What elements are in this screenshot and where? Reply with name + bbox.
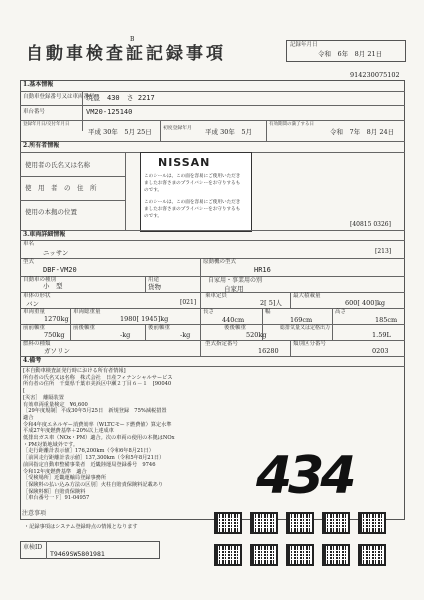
serial-label: 車検ID — [23, 544, 43, 551]
remark-line: ［保険料額］自賠責保険料 — [23, 488, 86, 495]
remark-line: 所有者の氏名又は名称 株式会社 日産フィナンシャルサービス — [23, 374, 173, 381]
width-value: 169cm — [290, 316, 313, 324]
rear-value: 520kg — [246, 331, 267, 339]
max-load-label: 最大積載量 — [293, 293, 321, 299]
chassis-value: VM20-125140 — [86, 108, 133, 116]
displacement-label: 総排気量又は定格出力 — [280, 325, 331, 331]
remark-line: 前回指定自動車整備事業者 近畿陸運局登録番号 9746 — [23, 461, 156, 468]
weight-label: 車両重量 — [23, 309, 46, 315]
qr-code-1 — [214, 512, 242, 534]
remark-line: ［車台番号一ド］91-04957 — [23, 495, 90, 502]
fr-axle-value: -kg — [120, 331, 131, 339]
rear-front-value: -kg — [180, 331, 191, 339]
height-label: 高さ — [335, 309, 347, 315]
qr-code-7 — [250, 544, 278, 566]
qr-code-5 — [358, 512, 386, 534]
capacity-label: 乗車定員 — [205, 293, 228, 299]
reg-value: 筑豊 430 さ 2217 — [86, 94, 155, 102]
remark-line: 令和12年度燃費基準 適合 — [23, 468, 87, 475]
fuel-value: ガソリン — [44, 347, 70, 355]
issue-date-value: 令和 6年 8月 21日 — [318, 50, 383, 58]
expiry-label: 有効期間の満了する日 — [269, 122, 314, 127]
privacy-note-2: このシールは、この面を容易にご使用いただきましたお客さまのプライバシーをお守りするものです。 — [144, 200, 241, 219]
reg-label: 自動車登録番号又は車両番号 — [23, 94, 95, 100]
notice-label: 注意事項 — [22, 510, 47, 517]
doc-number: 914230075102 — [350, 71, 400, 79]
user-name-label: 使用者の氏名又は名称 — [25, 161, 90, 169]
notice-text: ・記録事項はシステム登録時点の情報となります — [24, 524, 138, 530]
height-value: 185cm — [375, 316, 398, 324]
front-axle-value: 750kg — [44, 331, 65, 339]
remark-line: 適合 — [23, 414, 34, 421]
class-value: 小 型 — [43, 282, 63, 290]
gross-label: 車両総重量 — [73, 309, 101, 315]
remark-line: ［29年度規制］平成30年5月25日 新規登録 75%減税措置 — [23, 408, 167, 415]
purpose-value: 自家用 — [224, 285, 244, 293]
remark-line: 低排出ガス車（NOx・PM）適合。次の車両の使用の本拠はNOx — [23, 435, 175, 441]
issue-date-label: 記録年月日 — [290, 42, 318, 48]
rear-label: 後後軸重 — [224, 325, 247, 331]
first-reg-label: 登録年月日/交付年月日 — [23, 122, 70, 127]
qr-code-4 — [322, 512, 350, 534]
serial-value: T9469SW5801981 — [50, 550, 105, 558]
type-no-label: 型式指定番号 — [205, 341, 239, 347]
privacy-note-1: このシールは、この面を容易にご使用いただきましたお客さまのプライバシーをお守りするものです。 — [144, 174, 241, 193]
fuel-label: 燃料の種類 — [23, 341, 51, 347]
remark-line: [本自動車検査証発行時における所有者情報] — [23, 368, 126, 374]
use-value: 貨物 — [148, 283, 161, 291]
front-axle-label: 前前軸重 — [23, 325, 46, 331]
first-year-label: 初度登録年月 — [163, 126, 192, 131]
remark-line: ［受検場所］近畿運輸局登録事務所 — [23, 475, 107, 482]
remark-line: 有効車両重量検定 ¥6,600 — [23, 401, 88, 408]
remark-line: [ — [23, 388, 26, 395]
remark-line: 所有者の住所 千葉県千葉市美浜区中瀬２丁目６－１ [90040 — [23, 381, 172, 388]
max-load-value: 600[ 400]kg — [345, 299, 386, 307]
section2-heading: 2.所有者情報 — [23, 142, 60, 149]
fr-axle-label: 前後軸重 — [73, 325, 96, 331]
first-reg-value: 平成 30年 5月 25日 — [88, 128, 152, 136]
rear-front-label: 後前軸重 — [148, 325, 171, 331]
class-no-value: 0203 — [372, 347, 389, 355]
class-label: 自動車の種別 — [23, 277, 57, 283]
shape-value: バン — [26, 300, 39, 308]
shape-code: [021] — [180, 299, 197, 306]
base-label: 使用の本拠の位置 — [25, 208, 77, 216]
length-label: 長さ — [203, 309, 215, 315]
form-letter: B — [130, 36, 135, 43]
use-label: 用途 — [148, 277, 160, 283]
section1-heading: 1.基本情報 — [23, 81, 54, 88]
model-label: 型式 — [23, 259, 35, 265]
class-no-label: 類別区分番号 — [293, 341, 327, 347]
maker-code: [213] — [375, 248, 392, 255]
qr-code-3 — [286, 512, 314, 534]
remark-line: ［前回走行距離計表示値］137,300km（令和5年8月21日） — [23, 455, 165, 462]
remark-line: ［保険料の払い込み方法の区別］火柱自賠責保険料記載あり — [23, 481, 164, 488]
section3-heading: 3.車両詳細情報 — [23, 231, 66, 238]
handwritten-number: 434 — [256, 446, 353, 506]
remark-line: [災害］ 離隔装置 — [23, 394, 64, 401]
engine-label: 原動機の型式 — [203, 259, 237, 265]
remark-line: ・PM対策地域外です。 — [23, 441, 79, 448]
owner-code: [40815 0326] — [350, 221, 391, 228]
section4-heading: 4.備考 — [23, 357, 42, 364]
user-addr-label: 使 用 者 の 住 所 — [25, 184, 97, 192]
maker-label: 車名 — [23, 241, 35, 247]
length-value: 440cm — [222, 316, 245, 324]
purpose-label: 自家用・事業用の別 — [208, 277, 263, 284]
engine-value: HR16 — [254, 266, 271, 274]
qr-code-2 — [250, 512, 278, 534]
page-title: 自動車検査証記録事項 — [26, 44, 226, 64]
gross-value: 1980[ 1945]kg — [120, 315, 169, 323]
remark-line: ［走行距離計表示値］176,200km（令和6年8月21日） — [23, 448, 154, 455]
capacity-value: 2[ 5]人 — [260, 299, 282, 307]
nissan-logo: NISSAN — [158, 156, 211, 169]
qr-code-9 — [322, 544, 350, 566]
remark-line: 平成27年度燃費基準＋20%以上達成車 — [23, 428, 114, 435]
expiry-value: 令和 7年 8月 24日 — [330, 128, 395, 136]
shape-label: 車体の形状 — [23, 293, 51, 299]
chassis-label: 車台番号 — [23, 109, 46, 115]
type-no-value: 16280 — [258, 347, 279, 355]
qr-code-10 — [358, 544, 386, 566]
qr-code-6 — [214, 544, 242, 566]
width-label: 幅 — [265, 309, 271, 315]
model-value: DBF-VM20 — [43, 266, 77, 274]
qr-code-8 — [286, 544, 314, 566]
remark-line: 令和4年度エネルギー消費効率（WLTCモード燃費値）算定水準 — [23, 421, 172, 428]
first-year-value: 平成 30年 5月 — [205, 128, 252, 136]
maker-value: ニッサン — [43, 249, 69, 257]
weight-value: 1270kg — [44, 315, 69, 323]
displacement-value: 1.59L — [372, 331, 391, 339]
